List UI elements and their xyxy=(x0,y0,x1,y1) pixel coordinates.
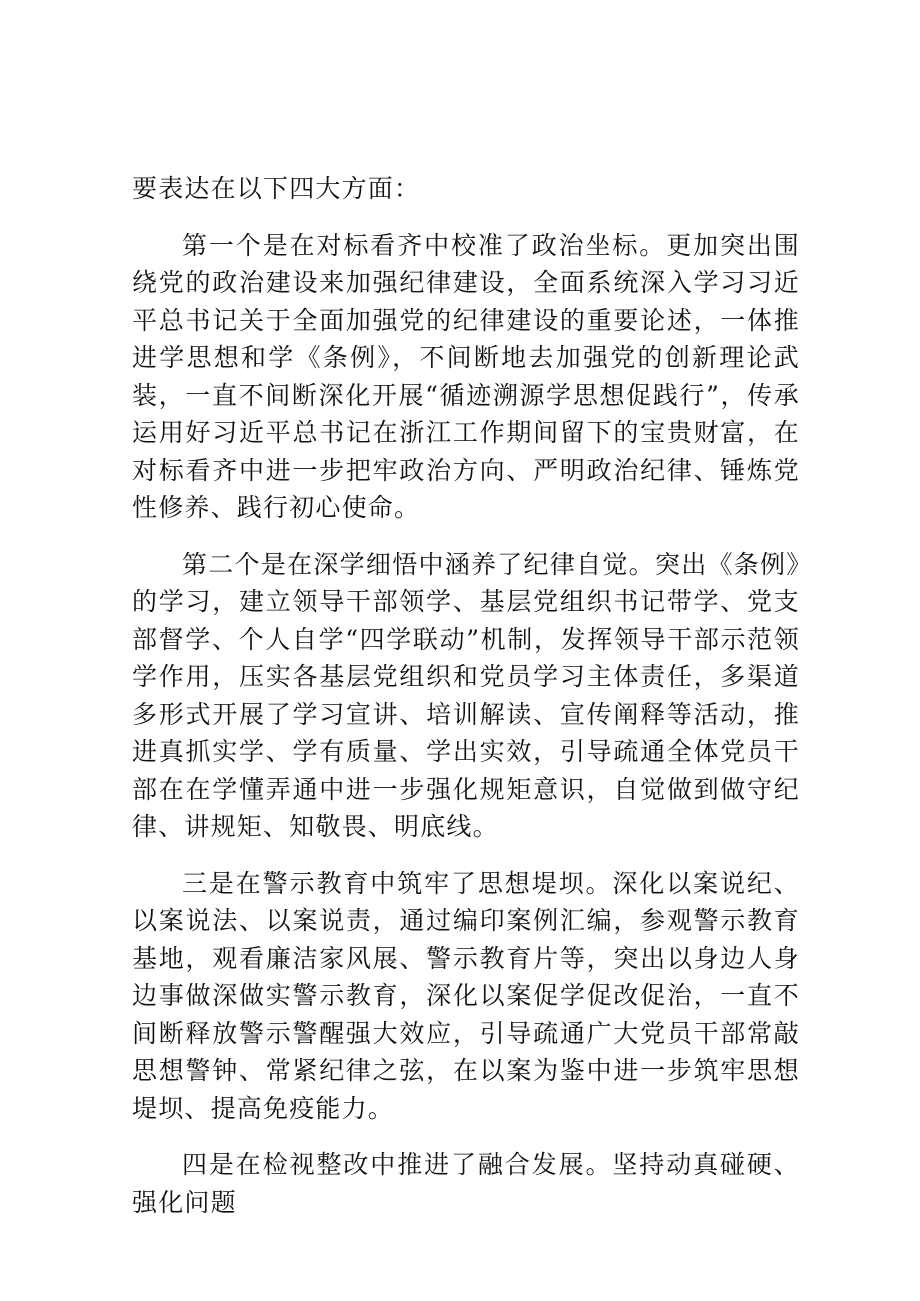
paragraph-intro: 要表达在以下四大方面： xyxy=(132,174,421,203)
paragraph-discipline-awareness: 第二个是在深学细悟中涵养了纪律自觉。突出《条例》的学习，建立领导干部领学、基层党组织书记带学、党支部督学、个人自学“四学联动”机制，发挥领导干部示范领学作用，压实各基层党组织和党员学习主体责任，多渠道多形式开展了学习宣讲、培训解读、宣传阐释等活动，推进真抓实学、学有质量、学出实效，引导疏通全体党员干部在在学懂弄通中进一步强化规矩意识，自觉做到做守纪律、讲规矩、知敬畏、明底线。 xyxy=(132,549,800,841)
document-body xyxy=(132,170,800,1240)
paragraph-rectification: 四是在检视整改中推进了融合发展。坚持动真碰硬、强化问题 xyxy=(132,1150,800,1217)
paragraph-warning-education: 三是在警示教育中筑牢了思想堤坝。深化以案说纪、以案说法、以案说责，通过编印案例汇编，参观警示教育基地，观看廉洁家风展、警示教育片等，突出以身边人身边事做深做实警示教育，深化以案促学促改促治，一直不间断释放警示警醒强大效应，引导疏通广大党员干部常敲思想警钟、常紧纪律之弦，在以案为鉴中进一步筑牢思想堤坝、提高免疫能力。 xyxy=(132,868,800,1123)
paragraph-political-coordinates: 第一个是在对标看齐中校准了政治坐标。更加突出围绕党的政治建设来加强纪律建设，全面系统深入学习习近平总书记关于全面加强党的纪律建设的重要论述，一体推进学思想和学《条例》，不间断地去加强党的创新理论武装，一直不间断深化开展“循迹溯源学思想促践行”，传承运用好习近平总书记在浙江工作期间留下的宝贵财富，在对标看齐中进一步把牢政治方向、严明政治纪律、锤炼党性修养、践行初心使命。 xyxy=(132,230,800,522)
